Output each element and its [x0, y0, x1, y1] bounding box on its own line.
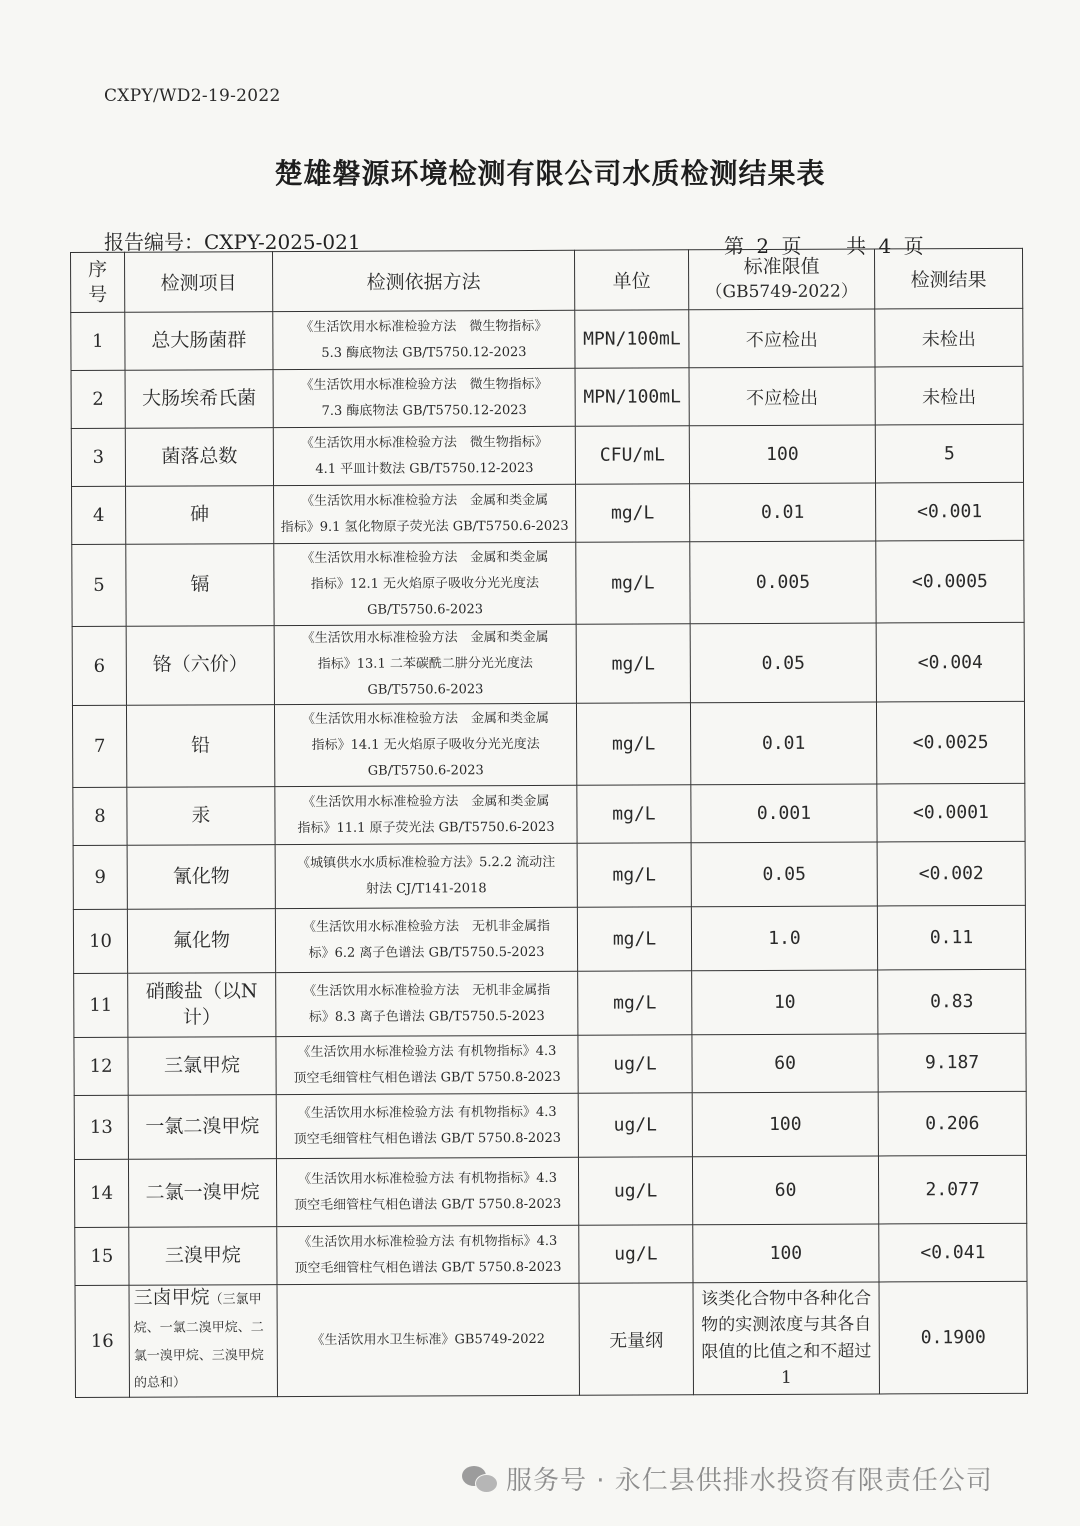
- unit: ug/L: [578, 1093, 692, 1157]
- test-method: 《生活饮用水标准检验方法 无机非金属指 标》6.2 离子色谱法 GB/T5750.5-2023: [275, 907, 577, 972]
- table-row: [73, 905, 1025, 973]
- test-method: 《生活饮用水标准检验方法 有机物指标》4.3 顶空毛细管柱气相色谱法 GB/T 5750.8-2023: [277, 1225, 579, 1284]
- row-number: 12: [74, 1037, 128, 1095]
- test-result: 0.83: [878, 969, 1026, 1034]
- test-method: 《生活饮用水标准检验方法 金属和类金属 指标》14.1 无火焰原子吸收分光光度法 GB/T5750.6-2023: [274, 703, 576, 786]
- test-item: 氰化物: [127, 845, 275, 910]
- test-method: 《生活饮用水标准检验方法 无机非金属指 标》8.3 离子色谱法 GB/T5750.5-2023: [276, 971, 578, 1036]
- document-code: CXPY/WD2-19-2022: [104, 86, 281, 106]
- unit: 无量纲: [579, 1283, 693, 1395]
- standard-limit: 0.005: [690, 541, 876, 624]
- test-item: 三氯甲烷: [128, 1037, 276, 1096]
- standard-limit: 不应检出: [689, 367, 875, 426]
- test-item: 大肠埃希氏菌: [125, 370, 273, 429]
- header-unit: 单位: [574, 250, 688, 310]
- header-standard: 标准限值 （GB5749-2022）: [688, 249, 874, 310]
- table-row: [71, 424, 1023, 486]
- test-result: 0.206: [878, 1091, 1026, 1156]
- unit: mg/L: [576, 484, 690, 542]
- table-row: [74, 1155, 1026, 1227]
- page-indicator: 第 2 页 共 4 页: [724, 234, 924, 258]
- test-method: 《生活饮用水标准检验方法 金属和类金属 指标》12.1 无火焰原子吸收分光光度法 GB/T5750.6-2023: [274, 542, 576, 625]
- test-item: 总大肠菌群: [125, 312, 273, 371]
- test-result: 0.1900: [879, 1281, 1027, 1394]
- standard-limit: 0.01: [690, 702, 876, 785]
- table-row: [73, 783, 1025, 845]
- unit: mg/L: [578, 971, 692, 1035]
- test-method: 《生活饮用水标准检验方法 金属和类金属 指标》13.1 二苯碳酰二肼分光光度法 GB/T5750.6-2023: [274, 624, 576, 704]
- standard-limit: 不应检出: [689, 309, 875, 368]
- document-title: 楚雄磐源环境检测有限公司水质检测结果表: [274, 157, 826, 190]
- unit: MPN/100mL: [575, 368, 689, 426]
- test-item: 三卤甲烷（三氯甲烷、一氯二溴甲烷、二氯一溴甲烷、三溴甲烷的总和）: [129, 1285, 277, 1398]
- test-result: <0.0001: [877, 783, 1025, 842]
- standard-limit: 60: [692, 1156, 878, 1225]
- unit: mg/L: [577, 907, 691, 971]
- page-total: 4: [878, 234, 892, 258]
- table-row: [74, 1091, 1026, 1159]
- header-item: 检测项目: [125, 252, 273, 313]
- unit: ug/L: [578, 1035, 692, 1093]
- table-row: [73, 841, 1025, 909]
- standard-limit: 100: [693, 1224, 879, 1283]
- row-number: 6: [72, 626, 126, 705]
- table-row: [71, 308, 1023, 370]
- header-seq: 序号: [71, 252, 125, 312]
- row-number: 8: [73, 787, 127, 845]
- row-number: 7: [72, 705, 126, 787]
- test-result: 0.11: [877, 905, 1025, 970]
- test-item: 铅: [126, 705, 274, 788]
- standard-limit: 0.01: [690, 483, 876, 542]
- standard-limit: 1.0: [691, 906, 877, 971]
- row-number: 3: [71, 428, 125, 486]
- test-item: 砷: [126, 486, 274, 545]
- table-row: [74, 969, 1026, 1037]
- standard-limit: 100: [689, 425, 875, 484]
- test-item: 镉: [126, 544, 274, 627]
- table-row: [72, 482, 1024, 544]
- header-method: 检测依据方法: [273, 250, 575, 311]
- test-item: 氟化物: [127, 909, 275, 974]
- table-row: [71, 366, 1023, 428]
- row-number: 15: [75, 1227, 129, 1285]
- test-method: 《生活饮用水卫生标准》GB5749-2022: [277, 1283, 579, 1396]
- watermark: [462, 1460, 993, 1497]
- row-number: 11: [74, 973, 128, 1037]
- row-number: 2: [71, 370, 125, 428]
- unit: MPN/100mL: [575, 310, 689, 368]
- test-method: 《生活饮用水标准检验方法 有机物指标》4.3 顶空毛细管柱气相色谱法 GB/T 5750.8-2023: [276, 1093, 578, 1158]
- standard-limit: 100: [692, 1092, 878, 1157]
- test-method: 《生活饮用水标准检验方法 微生物指标》 4.1 平皿计数法 GB/T5750.12-2023: [273, 426, 575, 485]
- table-row: [72, 540, 1024, 626]
- test-result: <0.004: [876, 622, 1024, 702]
- standard-limit: 60: [692, 1034, 878, 1093]
- test-result: <0.002: [877, 841, 1025, 906]
- unit: CFU/mL: [575, 426, 689, 484]
- test-item: 三溴甲烷: [129, 1227, 277, 1286]
- table-header-row: [71, 248, 1023, 312]
- test-result: 2.077: [878, 1155, 1026, 1224]
- test-result: <0.0025: [876, 701, 1024, 784]
- standard-limit: 0.001: [691, 784, 877, 843]
- test-result: <0.041: [879, 1223, 1027, 1282]
- table-row: [75, 1223, 1027, 1285]
- row-number: 1: [71, 312, 125, 370]
- report-number: 报告编号：CXPY-2025-021: [104, 230, 361, 254]
- test-method: 《生活饮用水标准检验方法 微生物指标》 5.3 酶底物法 GB/T5750.12-2023: [273, 310, 575, 369]
- unit: mg/L: [577, 843, 691, 907]
- row-number: 14: [74, 1159, 128, 1227]
- test-method: 《生活饮用水标准检验方法 有机物指标》4.3 顶空毛细管柱气相色谱法 GB/T 5750.8-2023: [276, 1157, 578, 1226]
- row-number: 4: [72, 486, 126, 544]
- test-item: 菌落总数: [125, 428, 273, 487]
- test-item-note: （三氯甲烷、一氯二溴甲烷、二氯一溴甲烷、三溴甲烷的总和）: [133, 1292, 264, 1391]
- table-row: [72, 701, 1024, 787]
- row-number: 16: [75, 1285, 129, 1397]
- test-item: 铬（六价）: [126, 626, 274, 706]
- page-current: 2: [756, 234, 770, 258]
- table-row: [75, 1281, 1027, 1397]
- test-method: 《城镇供水水质标准检验方法》5.2.2 流动注 射法 CJ/T141-2018: [275, 843, 577, 908]
- row-number: 13: [74, 1095, 128, 1159]
- unit: ug/L: [579, 1225, 693, 1283]
- standard-limit: 10: [692, 970, 878, 1035]
- results-table: [70, 248, 1028, 1398]
- test-item: 汞: [127, 787, 275, 846]
- standard-limit: 0.05: [690, 623, 876, 703]
- unit: mg/L: [576, 542, 690, 624]
- row-number: 5: [72, 544, 126, 626]
- test-item: 硝酸盐（以N计）: [128, 973, 276, 1038]
- watermark-text: 服务号 · 永仁县供排水投资有限责任公司: [506, 1466, 993, 1496]
- test-result: 9.187: [878, 1033, 1026, 1092]
- row-number: 10: [73, 909, 127, 973]
- row-number: 9: [73, 845, 127, 909]
- wechat-icon: [462, 1464, 498, 1494]
- test-method: 《生活饮用水标准检验方法 有机物指标》4.3 顶空毛细管柱气相色谱法 GB/T 5750.8-2023: [276, 1035, 578, 1094]
- header-result: 检测结果: [874, 248, 1022, 309]
- test-result: <0.001: [876, 482, 1024, 541]
- test-method: 《生活饮用水标准检验方法 金属和类金属 指标》11.1 原子荧光法 GB/T5750.6-2023: [275, 785, 577, 844]
- test-method: 《生活饮用水标准检验方法 金属和类金属 指标》9.1 氢化物原子荧光法 GB/T5750.6-2023: [274, 484, 576, 543]
- unit: mg/L: [576, 703, 690, 785]
- test-result: 未检出: [875, 308, 1023, 367]
- unit: mg/L: [576, 624, 690, 703]
- standard-limit: 0.05: [691, 842, 877, 907]
- test-result: 5: [875, 424, 1023, 483]
- test-item: 一氯二溴甲烷: [128, 1095, 276, 1160]
- unit: mg/L: [577, 785, 691, 843]
- table-row: [72, 622, 1024, 705]
- unit: ug/L: [578, 1157, 692, 1225]
- standard-limit: 该类化合物中各种化合物的实测浓度与其各自限值的比值之和不超过1: [693, 1282, 879, 1395]
- test-result: <0.0005: [876, 540, 1024, 623]
- test-method: 《生活饮用水标准检验方法 微生物指标》 7.3 酶底物法 GB/T5750.12-2023: [273, 368, 575, 427]
- table-row: [74, 1033, 1026, 1095]
- test-result: 未检出: [875, 366, 1023, 425]
- test-item: 二氯一溴甲烷: [128, 1159, 276, 1228]
